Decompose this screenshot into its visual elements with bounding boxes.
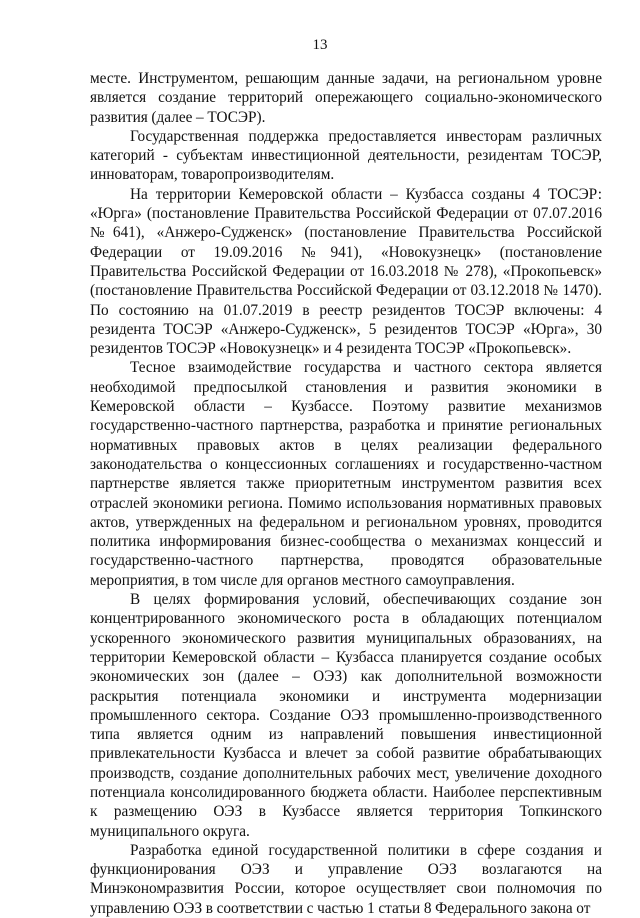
paragraph-continuation: месте. Инструментом, решающим данные задачи, на региональном уровне является создание территорий опережающего социально-экономического развития (далее – ТОСЭР). — [90, 70, 602, 126]
body-text — [90, 69, 602, 918]
paragraph-public-private-partnership: Тесное взаимодействие государства и частного сектора является необходимой предпосылкой становления и развития экономики в Кемеровской области – Кузбассе. Поэтому развитие механизмов государственно-частного партнерства, разработка и принятие региональных нормативных правовых актов в целях реализации федерального законодательства о концессионных соглашениях и государственно-частном партнерстве является также приоритетным инструментом развития всех отраслей экономики региона. Помимо использования нормативных правовых актов, утвержденных на федеральном и региональном уровнях, проводится политика информирования бизнес-сообщества о механизмах концессий и государственно-частного партнерства, проводятся образовательные мероприятия, в том числе для органов местного самоуправления. — [90, 359, 602, 589]
paragraph-tosr-list: На территории Кемеровской области – Кузбасса созданы 4 ТОСЭР: «Юрга» (постановление Правительства Российской Федерации от 07.07.2016 №641), «Анжеро-Судженск» (постановление Правительства Российской Федерации от 19.09.2016 №941), «Новокузнецк» (постановление Правительства Российской Федерации от 16.03.2018 № 278), «Прокопьевск» (постановление Правительства Российской Федерации от 03.12.2018 № 1470). По состоянию на 01.07.2019 в реестр резидентов ТОСЭР включены: 4 резидента ТОСЭР «Анжеро-Судженск», 5 резидентов ТОСЭР «Юрга», 30 резидентов ТОСЭР «Новокузнецк» и 4 резидента ТОСЭР «Прокопьевск». — [90, 185, 602, 358]
page-number: 13 — [312, 37, 328, 53]
paragraph-oez-policy: Разработка единой государственной политики в сфере создания и функционирования ОЭЗ и управление ОЭЗ возлагаются на Минэкономразвития России, которое осуществляет свои полномочия по управлению ОЭЗ в соответствии с частью 1 статьи 8 Федерального закона от — [90, 841, 602, 917]
paragraph-state-support: Государственная поддержка предоставляется инвесторам различных категорий - субъектам инвестиционной деятельности, резидентам ТОСЭР, инноваторам, товаропроизводителям. — [90, 127, 602, 184]
paragraph-special-economic-zones: В целях формирования условий, обеспечивающих создание зон концентрированного экономического роста в обладающих потенциалом ускоренного экономического развития муниципальных образованиях, на территории Кемеровской области – Кузбасса планируется создание особых экономических зон (далее – ОЭЗ) как дополнительной возможности раскрытия потенциала экономики и инструмента модернизации промышленного сектора. Создание ОЭЗ промышленно-производственного типа является одним из направлений повышения инвестиционной привлекательности Кузбасса и влечет за собой развитие обрабатывающих производств, создание дополнительных рабочих мест, увеличение доходного потенциала консолидированного бюджета области. Наиболее перспективным к размещению ОЭЗ в Кузбассе является территория Топкинского муниципального округа. — [90, 591, 602, 840]
